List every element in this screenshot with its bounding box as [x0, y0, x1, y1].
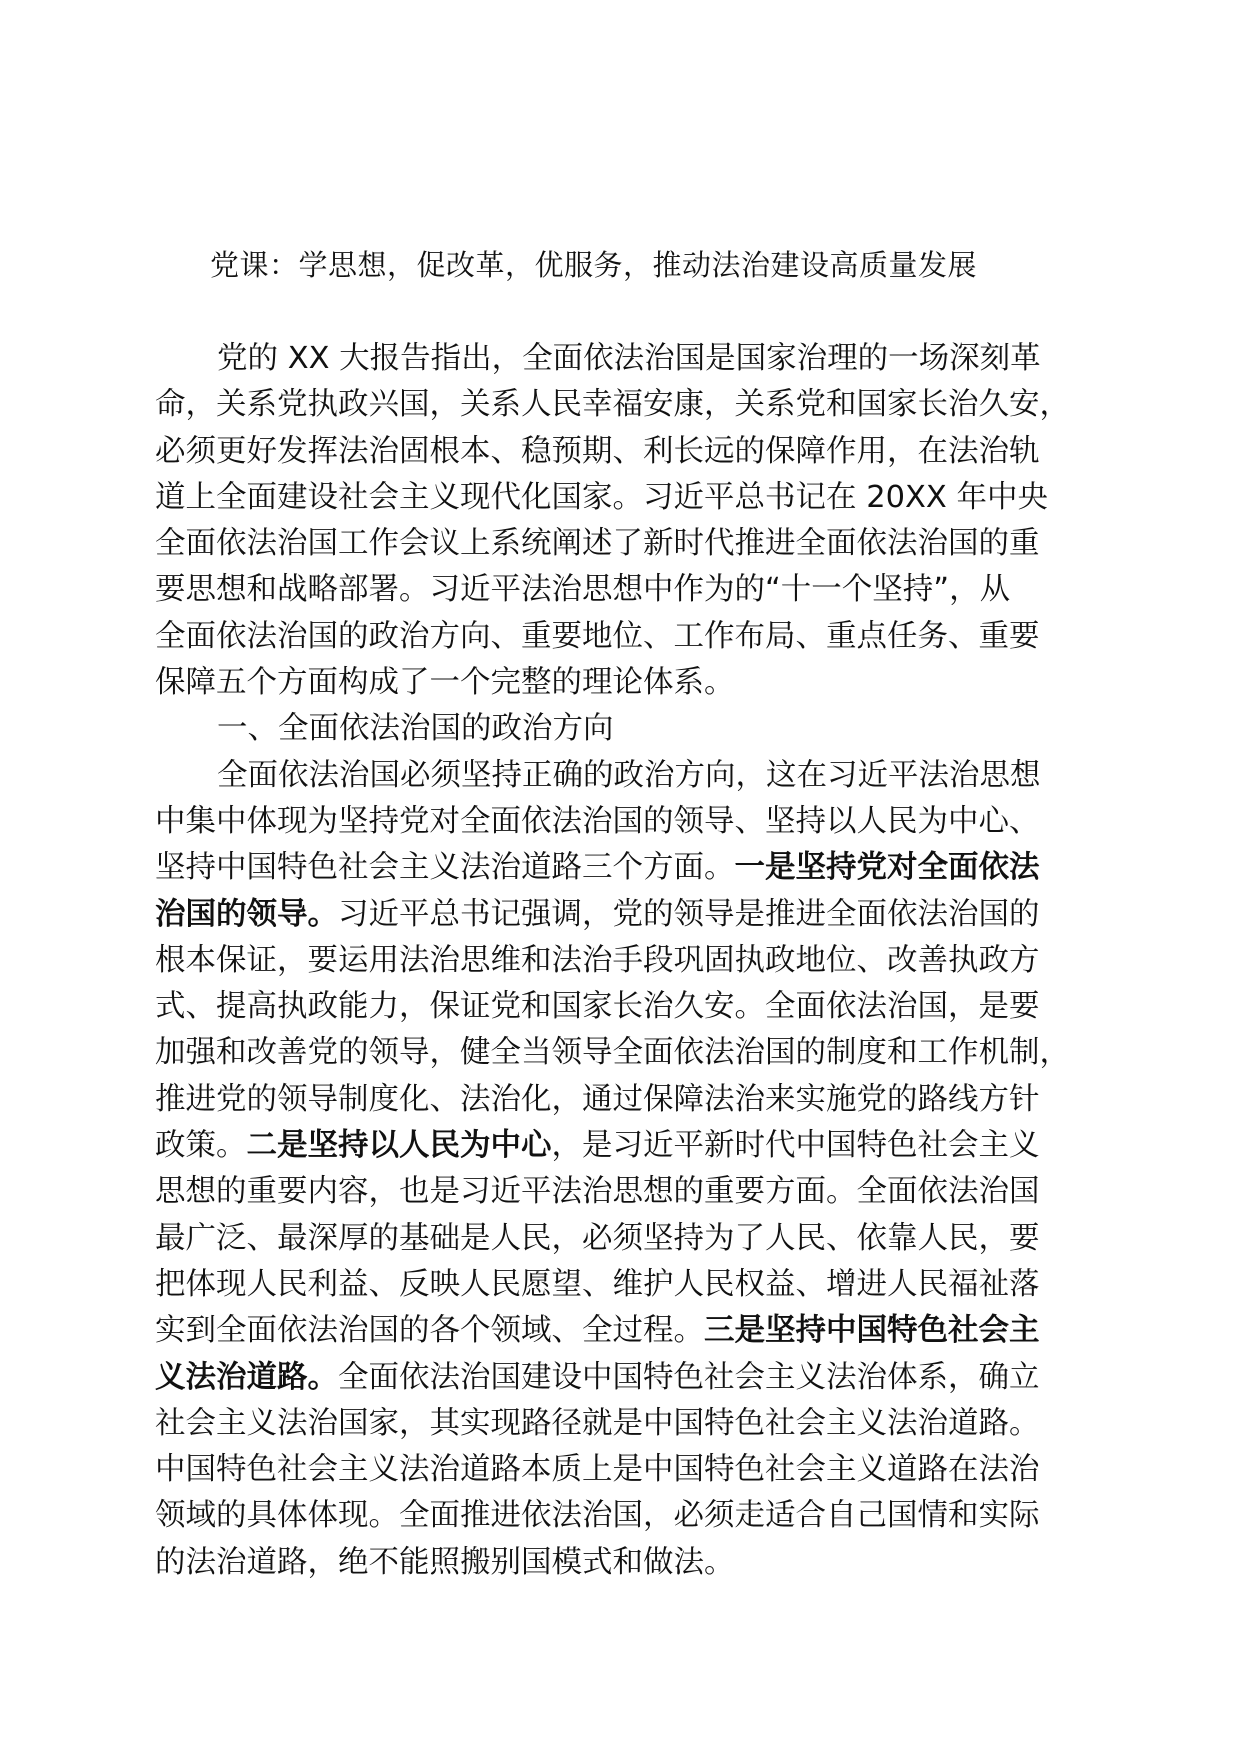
text-line [155, 892, 1100, 938]
text-line [155, 1123, 1100, 1169]
text-line [155, 1355, 1100, 1401]
text-segment: 党的 XX 大报告指出，全面依法治国是国家治理的一场深刻革 [217, 341, 1041, 376]
text-segment: 思想的重要内容，也是习近平法治思想的重要方面。全面依法治国 [155, 1174, 1040, 1210]
text-segment: 政策。 [155, 1128, 247, 1164]
text-segment: 把体现人民利益、反映人民愿望、维护人民权益、增进人民福祉落 [155, 1266, 1040, 1302]
text-segment: 全面依法治国工作会议上系统阐述了新时代推进全面依法治国的重 [155, 526, 1040, 562]
text-line [155, 799, 1100, 845]
text-segment: 必须更好发挥法治固根本、稳预期、利长远的保障作用，在法治轨 [155, 433, 1040, 469]
text-segment: 保障五个方面构成了一个完整的理论体系。 [155, 665, 735, 701]
text-line [155, 429, 1100, 475]
text-segment: 中国特色社会主义法治道路本质上是中国特色社会主义道路在法治 [155, 1452, 1040, 1488]
text-line [155, 845, 1100, 891]
text-line [155, 614, 1100, 660]
text-line [155, 475, 1100, 521]
text-segment: ，是习近平新时代中国特色社会主义 [551, 1128, 1040, 1164]
text-segment: 社会主义法治国家，其实现路径就是中国特色社会主义法治道路。 [155, 1405, 1040, 1441]
text-line [155, 706, 1100, 752]
text-line [155, 567, 1100, 613]
text-line [155, 1493, 1100, 1539]
text-segment: 一、全面依法治国的政治方向 [217, 711, 614, 747]
text-line [155, 1262, 1100, 1308]
bold-text-segment: 三是坚持中国特色社会主 [704, 1313, 1040, 1349]
bold-text-segment: 义法治道路。 [155, 1359, 338, 1395]
text-segment: 习近平总书记强调，党的领导是推进全面依法治国的 [338, 896, 1040, 932]
text-line [155, 1030, 1100, 1076]
text-segment: 坚持中国特色社会主义法治道路三个方面。 [155, 850, 735, 886]
text-line [155, 521, 1100, 567]
text-line [155, 336, 1100, 382]
text-line [155, 753, 1100, 799]
text-line [155, 382, 1100, 428]
text-segment: 全面依法治国必须坚持正确的政治方向，这在习近平法治思想 [217, 757, 1041, 793]
text-segment: 根本保证，要运用法治思维和法治手段巩固执政地位、改善执政方 [155, 942, 1040, 978]
text-segment: 推进党的领导制度化、法治化，通过保障法治来实施党的路线方针 [155, 1081, 1040, 1117]
bold-text-segment: 一是坚持党对全面依法 [734, 850, 1040, 886]
text-segment: 命，关系党执政兴国，关系人民幸福安康，关系党和国家长治久安， [155, 387, 1070, 423]
text-line [155, 1169, 1100, 1215]
text-segment: 加强和改善党的领导，健全当领导全面依法治国的制度和工作机制， [155, 1035, 1070, 1071]
text-line [155, 1308, 1100, 1354]
text-segment: 全面依法治国的政治方向、重要地位、工作布局、重点任务、重要 [155, 618, 1040, 654]
text-segment: 领域的具体体现。全面推进依法治国，必须走适合自己国情和实际 [155, 1498, 1040, 1534]
document-body [155, 336, 1100, 1586]
bold-text-segment: 二是坚持以人民为中心 [246, 1128, 552, 1164]
text-line [155, 1540, 1100, 1586]
text-segment: 道上全面建设社会主义现代化国家。习近平总书记在 20XX 年中央 [155, 479, 1048, 515]
text-segment: 实到全面依法治国的各个领域、全过程。 [155, 1313, 704, 1349]
text-line [155, 1077, 1100, 1123]
text-segment: 式、提高执政能力，保证党和国家长治久安。全面依法治国，是要 [155, 989, 1040, 1025]
text-segment: 全面依法治国建设中国特色社会主义法治体系，确立 [338, 1359, 1040, 1395]
text-segment: 中集中体现为坚持党对全面依法治国的领导、坚持以人民为中心、 [155, 803, 1040, 839]
text-segment: 要思想和战略部署。习近平法治思想中作为的“十一个坚持”，从 [155, 572, 1011, 608]
text-line [155, 938, 1100, 984]
text-line [155, 1216, 1100, 1262]
text-line [155, 1447, 1100, 1493]
text-segment: 的法治道路，绝不能照搬别国模式和做法。 [155, 1544, 735, 1580]
text-line [155, 984, 1100, 1030]
document-title: 党课：学思想，促改革，优服务，推动法治建设高质量发展 [210, 248, 978, 282]
text-line [155, 660, 1100, 706]
text-segment: 最广泛、最深厚的基础是人民，必须坚持为了人民、依靠人民，要 [155, 1220, 1040, 1256]
text-line [155, 1401, 1100, 1447]
bold-text-segment: 治国的领导。 [155, 896, 338, 932]
